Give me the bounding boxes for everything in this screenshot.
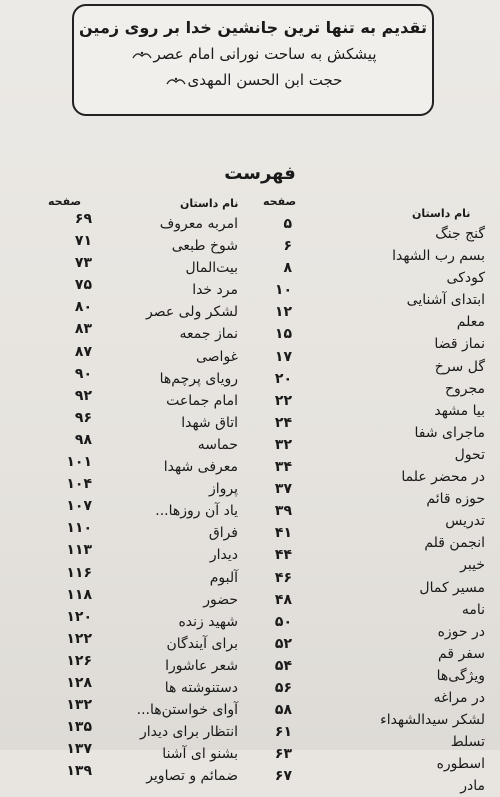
toc-entry-page: ۴۴ [274,547,292,564]
toc-entry-title: رویای پرچم‌ها [159,370,238,387]
toc-entry-title: مجروح [444,380,485,397]
toc-entry-page: ۵۶ [274,679,292,696]
toc-entry-page: ۱۰۱ [66,454,92,471]
toc-entry-page: ۱۳۲ [66,697,92,714]
toc-entry-page: ۵۰ [274,613,292,630]
toc-entry-title: گل سرخ [434,358,485,375]
toc-entry-title: مسیر کمال [419,579,485,596]
toc-entry-page: ۹۰ [74,365,92,382]
toc-entry-page: ۹۸ [74,431,92,448]
toc-entry-title: بسم رب الشهدا [392,248,485,265]
toc-entry-page: ۶ [283,238,292,255]
toc-entry-title: معلم [456,314,485,331]
toc-entry-title: تسلط [450,734,485,751]
toc-entry-page: ۳۷ [274,481,292,498]
toc-entry-page: ۱۲۶ [66,652,92,669]
dedication-line-2 [74,45,432,63]
toc-entry-page: ۲۲ [274,392,292,409]
toc-entry-title: ضمائم و تصاویر [146,768,238,785]
toc-entry-title: ویژگی‌ها [436,667,485,684]
toc-entry-page: ۶۹ [74,211,92,227]
toc-entry-title: خیبر [460,557,485,574]
toc-entry-title: لشکر سیدالشهداء [380,712,485,729]
toc-entry-page: ۱۲ [274,304,292,321]
toc-entry-title: اتاق شهدا [181,414,238,431]
toc-entry-page: ۴۶ [274,569,292,586]
toc-entry-page: ۱۳۹ [66,763,92,780]
toc-entry-title: بیا مشهد [434,402,485,419]
toc-entry-page: ۷۵ [74,277,92,294]
honorific-icon [132,49,152,61]
toc-entry-page: ۱۲۲ [66,630,92,647]
toc-entry-title: نماز قضا [434,336,485,353]
toc-entry-page: ۴۸ [274,591,292,608]
toc-entry-title: شهید زنده [178,613,238,630]
toc-entry-title: برای آیندگان [166,635,238,652]
toc-entry-page: ۲۰ [274,370,292,387]
toc-entry-page: ۱۰۷ [66,498,92,515]
toc-entry-page: ۱۰ [274,282,292,299]
toc-entry-title: در حوزه [437,623,485,640]
toc-entry-page: ۸۳ [74,321,92,338]
toc-entry-title: حماسه [197,436,238,453]
toc-entry-page: ۳۴ [274,459,292,476]
left-page-header: صفحه [48,195,82,208]
toc-entry-title: تحول [454,446,485,463]
right-page-header: صفحه [263,195,297,208]
toc-entry-title: یاد آن روزها... [155,503,238,520]
toc-entry-page: ۱۱۳ [66,542,92,559]
toc-entry-title: مرد خدا [192,282,238,299]
dedication-line-3-text: حجت ابن الحسن المهدی [187,71,343,89]
toc-entry-page: ۱۵ [274,326,292,343]
left-story-header: نام داستان [180,197,239,210]
toc-entry-title: ماجرای شفا [414,424,485,441]
toc-entry-page: ۶۱ [274,724,292,741]
dedication-line-3 [74,71,432,89]
dedication-line-2-text: پیشکش به ساحت نورانی امام عصر [153,45,377,63]
toc-entry-page: ۱۰۴ [66,476,92,493]
toc-entry-page: ۱۱۸ [66,586,92,603]
right-titles-list [345,223,485,797]
toc-entry-title: دیدار [209,547,238,564]
toc-entry-page: ۶۷ [274,768,292,785]
dedication-box [72,4,434,116]
toc-entry-page: ۶۳ [274,746,292,763]
toc-entry-title: نماز جمعه [179,326,238,343]
toc-entry-page: ۸۰ [74,299,92,316]
toc-entry-page: ۸۷ [74,343,92,360]
toc-entry-title: غواصی [196,348,238,365]
toc-entry-page: ۷۱ [74,233,92,250]
toc-entry-page: ۹۲ [74,387,92,404]
toc-entry-title: امربه معروف [159,216,238,232]
toc-entry-title: کودکی [446,270,485,287]
toc-entry-title: تدریس [445,513,485,530]
toc-entry-page: ۲۴ [274,414,292,431]
toc-entry-title: مادر [460,778,485,795]
toc-entry-title: ابتدای آشنایی [406,292,485,309]
toc-entry-title: پرواز [208,481,238,498]
toc-entry-title: معرفی شهدا [163,459,238,476]
toc-entry-page: ۴۱ [274,525,292,542]
toc-entry-title: در مراغه [433,689,485,706]
toc-entry-page: ۱۱۶ [66,564,92,581]
toc-entry-page: ۳۲ [274,436,292,453]
left-pages-list [52,208,92,782]
toc-entry-page: ۵۸ [274,702,292,719]
toc-entry-page: ۱۲۸ [66,674,92,691]
right-pages-list [252,213,292,787]
toc-entry-title: دستنوشته ها [164,679,238,696]
toc-entry-title: لشکر ولی عصر [145,304,238,321]
toc-entry-title: نامه [461,601,485,618]
toc-entry-page: ۱۷ [274,348,292,365]
toc-entry-page: ۱۱۰ [66,520,92,537]
toc-entry-title: گنج جنگ [435,226,485,242]
toc-entry-title: حوزه قائم [426,491,485,508]
toc-entry-page: ۱۳۵ [66,719,92,736]
toc-entry-title: آلبوم [209,569,238,586]
toc-entry-page: ۱۳۷ [66,741,92,758]
left-titles-list [88,213,238,787]
honorific-icon [166,75,186,87]
toc-entry-title: شعر عاشورا [165,657,238,674]
toc-entry-title: امام جماعت [166,392,238,409]
toc-entry-page: ۹۶ [74,409,92,426]
toc-entry-page: ۵۲ [274,635,292,652]
toc-entry-title: فراق [208,525,238,542]
toc-entry-title: آوای خواستن‌ها... [136,702,238,719]
toc-title: فهرست [224,163,296,184]
toc-entry-title: شوخ طبعی [171,238,238,255]
toc-entry-title: انجمن قلم [424,535,485,552]
toc-entry-title: سفر قم [438,645,485,662]
toc-entry-title: بیت‌المال [185,260,238,277]
toc-entry-title: اسطوره [436,756,485,773]
toc-entry-page: ۱۲۰ [66,608,92,625]
dedication-line-1: تقدیم به تنها ترین جانشین خدا بر روی زمین [79,18,427,37]
toc-entry-title: بشنو ای آشنا [162,746,238,763]
right-story-header: نام داستان [412,207,471,220]
toc-entry-page: ۷۳ [74,255,92,272]
toc-entry-page: ۳۹ [274,503,292,520]
toc-entry-title: حضور [203,591,238,608]
toc-entry-page: ۵ [283,216,292,232]
toc-entry-page: ۵۴ [274,657,292,674]
toc-entry-title: انتظار برای دیدار [139,724,238,741]
toc-entry-title: در محضر علما [401,469,485,486]
toc-entry-page: ۸ [283,260,292,277]
